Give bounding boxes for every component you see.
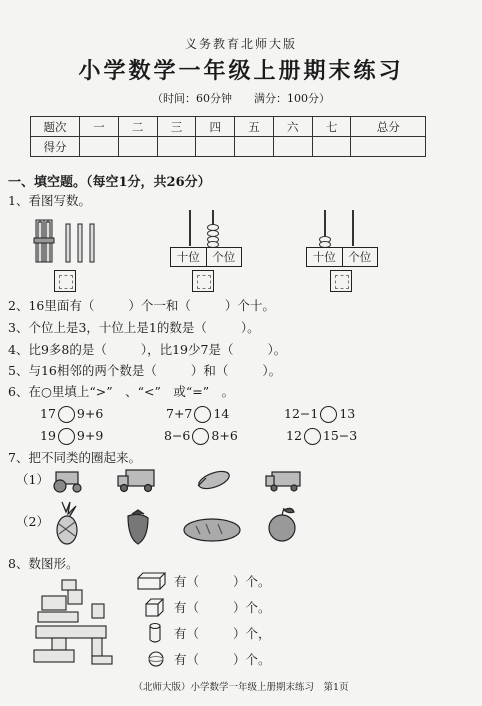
cuboid-icon (136, 572, 166, 592)
score-cell: 二 (118, 117, 157, 137)
compare-right: 15−3 (322, 428, 358, 443)
building-blocks-figure (32, 576, 122, 668)
q8-text-a: 有（ (174, 626, 200, 641)
q4-text-b: ），比19少7是（ (140, 342, 234, 357)
score-cell: 一 (80, 117, 119, 137)
question-3 (8, 320, 260, 336)
q5-text-c: ）。 (262, 363, 282, 378)
compare-left: 12−1 (284, 406, 319, 421)
sticks-picture (32, 218, 102, 266)
compare-circle[interactable] (304, 428, 321, 445)
q8-text-b: ）个。 (233, 600, 271, 615)
page-footer: （北师大版）小学数学一年级上册期末练习 第1页 (133, 682, 349, 693)
compare-right: 8+6 (211, 428, 238, 443)
q8-text-b: ）个。 (233, 574, 271, 589)
compare-item (40, 406, 103, 423)
compare-left: 19 (40, 428, 56, 443)
tens-label: 十位 (176, 250, 200, 264)
tens-label: 十位 (312, 250, 336, 264)
q8-line (174, 626, 271, 642)
q3-text-b: ）。 (240, 320, 260, 335)
q7-row-1-label: （1） (16, 472, 49, 487)
ones-label: 个位 (206, 248, 242, 266)
q8-text-b: ）个， (233, 626, 271, 641)
score-cell: 题次 (31, 117, 80, 137)
question-1: 1、看图写数。 (8, 193, 91, 208)
answer-box[interactable] (54, 270, 76, 292)
score-cell: 三 (157, 117, 196, 137)
score-blank-cell[interactable] (196, 137, 235, 157)
score-blank-cell[interactable] (351, 137, 426, 157)
compare-circle[interactable] (192, 428, 209, 445)
compare-item (40, 428, 103, 445)
score-cell: 总分 (351, 117, 426, 137)
score-blank-cell[interactable] (273, 137, 312, 157)
section-heading: 一、填空题。（每空1分，共26分） (8, 175, 211, 190)
q7-row2-pictures (50, 500, 310, 546)
abacus-rod (189, 210, 191, 246)
q2-text-a: 2、16里面有（ (8, 298, 95, 313)
exam-meta: （时间：60分钟 满分：100分） (152, 92, 330, 105)
score-cell: 四 (196, 117, 235, 137)
compare-circle[interactable] (194, 406, 211, 423)
q8-text-a: 有（ (174, 574, 200, 589)
score-blank-cell[interactable] (80, 137, 119, 157)
q5-text-b: ）和（ (190, 363, 229, 378)
q2-text-b: ）个一和（ (128, 298, 191, 313)
compare-right: 13 (339, 406, 356, 421)
q8-line (174, 600, 271, 616)
place-value-chart (170, 247, 242, 267)
van-icon[interactable] (266, 472, 300, 491)
q7-row1-pictures (50, 466, 310, 496)
score-row-label: 得分 (31, 137, 80, 157)
question-4 (8, 342, 286, 358)
q8-line (174, 652, 271, 668)
question-5 (8, 363, 281, 379)
q5-text-a: 5、与16相邻的两个数是（ (8, 363, 157, 378)
q2-text-c: ）个十。 (224, 298, 275, 313)
compare-item (286, 428, 357, 445)
score-blank-cell[interactable] (118, 137, 157, 157)
compare-left: 8−6 (164, 428, 191, 443)
corn-icon[interactable] (197, 468, 232, 492)
q4-text-a: 4、比9多8的是（ (8, 342, 107, 357)
q4-text-c: ）。 (267, 342, 287, 357)
question-8: 8、数图形。 (8, 556, 79, 571)
textbook-edition: 义务教育北师大版 (184, 37, 297, 51)
place-value-chart (306, 247, 378, 267)
tractor-icon[interactable] (54, 472, 81, 492)
strawberry-icon[interactable] (128, 510, 148, 544)
question-6: 6、在○里填上“>” 、“<” 或“=” 。 (8, 384, 235, 399)
q7-row-2-label: （2） (16, 514, 49, 529)
pineapple-icon[interactable] (57, 502, 77, 544)
score-blank-cell[interactable] (157, 137, 196, 157)
score-cell: 五 (235, 117, 274, 137)
truck-icon[interactable] (118, 470, 154, 492)
q8-text-a: 有（ (174, 652, 200, 667)
answer-box[interactable] (330, 270, 352, 292)
compare-right: 9+9 (76, 428, 104, 443)
answer-box[interactable] (192, 270, 214, 292)
compare-item (284, 406, 355, 423)
compare-item (164, 428, 238, 445)
compare-circle[interactable] (58, 406, 75, 423)
score-table (30, 116, 426, 157)
score-blank-cell[interactable] (235, 137, 274, 157)
compare-item (166, 406, 229, 423)
q8-line (174, 574, 271, 590)
page-title: 小学数学一年级上册期末练习 (78, 58, 404, 84)
cylinder-icon (148, 622, 162, 644)
compare-left: 17 (40, 406, 56, 421)
compare-left: 12 (286, 428, 302, 443)
score-blank-cell[interactable] (312, 137, 351, 157)
compare-right: 9+6 (76, 406, 104, 421)
compare-right: 14 (213, 406, 230, 421)
q8-text-a: 有（ (174, 600, 200, 615)
bread-icon[interactable] (184, 519, 240, 541)
question-2 (8, 298, 275, 314)
ones-label: 个位 (342, 248, 378, 266)
question-7: 7、把不同类的圈起来。 (8, 450, 141, 465)
abacus-rod (352, 210, 354, 246)
q8-text-b: ）个。 (233, 652, 271, 667)
score-table-header-row (31, 117, 426, 137)
sphere-icon (147, 650, 165, 668)
q3-text-a: 3、个位上是3，十位上是1的数是（ (8, 320, 207, 335)
score-cell: 七 (312, 117, 351, 137)
score-table-score-row (31, 137, 426, 157)
compare-circle[interactable] (320, 406, 337, 423)
apple-icon[interactable] (269, 508, 295, 541)
compare-circle[interactable] (58, 428, 75, 445)
score-cell: 六 (273, 117, 312, 137)
cube-icon (144, 598, 166, 618)
compare-left: 7+7 (166, 406, 193, 421)
